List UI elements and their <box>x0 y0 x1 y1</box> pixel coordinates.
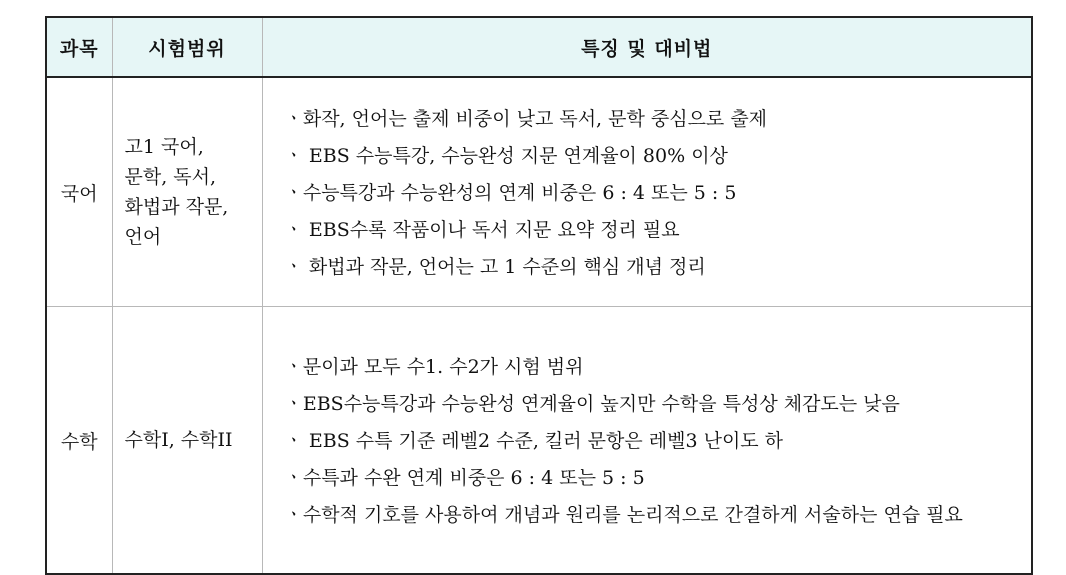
feature-line: ㆍ수학적 기호를 사용하여 개념과 원리를 논리적으로 간결하게 서술하는 연습 필요 <box>284 503 963 526</box>
features-cell <box>262 307 1032 575</box>
subject-cell: 수학 <box>46 307 112 575</box>
range-cell <box>112 77 262 307</box>
feature-line: ㆍ문이과 모두 수1. 수2가 시험 범위 <box>284 355 584 378</box>
range-line: 문학, 독서, <box>124 166 217 188</box>
features-cell <box>262 77 1032 307</box>
range-cell <box>112 307 262 575</box>
table-row-math <box>46 307 1032 575</box>
feature-line: ㆍ EBS 수특 기준 레벨2 수준, 킬러 문항은 레벨3 난이도 하 <box>284 429 784 452</box>
range-line: 화법과 작문, <box>124 196 229 218</box>
feature-line: ㆍ수특과 수완 연계 비중은 6 : 4 또는 5 : 5 <box>284 466 645 489</box>
feature-line: ㆍ 화법과 작문, 언어는 고 1 수준의 핵심 개념 정리 <box>284 255 706 278</box>
range-line: 언어 <box>124 226 162 248</box>
feature-line: ㆍ화작, 언어는 출제 비중이 낮고 독서, 문학 중심으로 출제 <box>284 107 768 130</box>
exam-strategy-table <box>45 16 1033 575</box>
feature-line: ㆍEBS수능특강과 수능완성 연계율이 높지만 수학을 특성상 체감도는 낮음 <box>284 392 900 415</box>
table-row-korean <box>46 77 1032 307</box>
header-subject: 과목 <box>46 17 112 77</box>
subject-cell: 국어 <box>46 77 112 307</box>
feature-line: ㆍ수능특강과 수능완성의 연계 비중은 6 : 4 또는 5 : 5 <box>284 181 737 204</box>
feature-line: ㆍ EBS 수능특강, 수능완성 지문 연계율이 80% 이상 <box>284 144 728 167</box>
header-features: 특징 및 대비법 <box>262 17 1032 77</box>
header-range: 시험범위 <box>112 17 262 77</box>
range-line: 고1 국어, <box>124 136 204 158</box>
table-header-row <box>46 17 1032 77</box>
feature-line: ㆍ EBS수록 작품이나 독서 지문 요약 정리 필요 <box>284 218 680 241</box>
range-line: 수학I, 수학II <box>124 429 233 451</box>
